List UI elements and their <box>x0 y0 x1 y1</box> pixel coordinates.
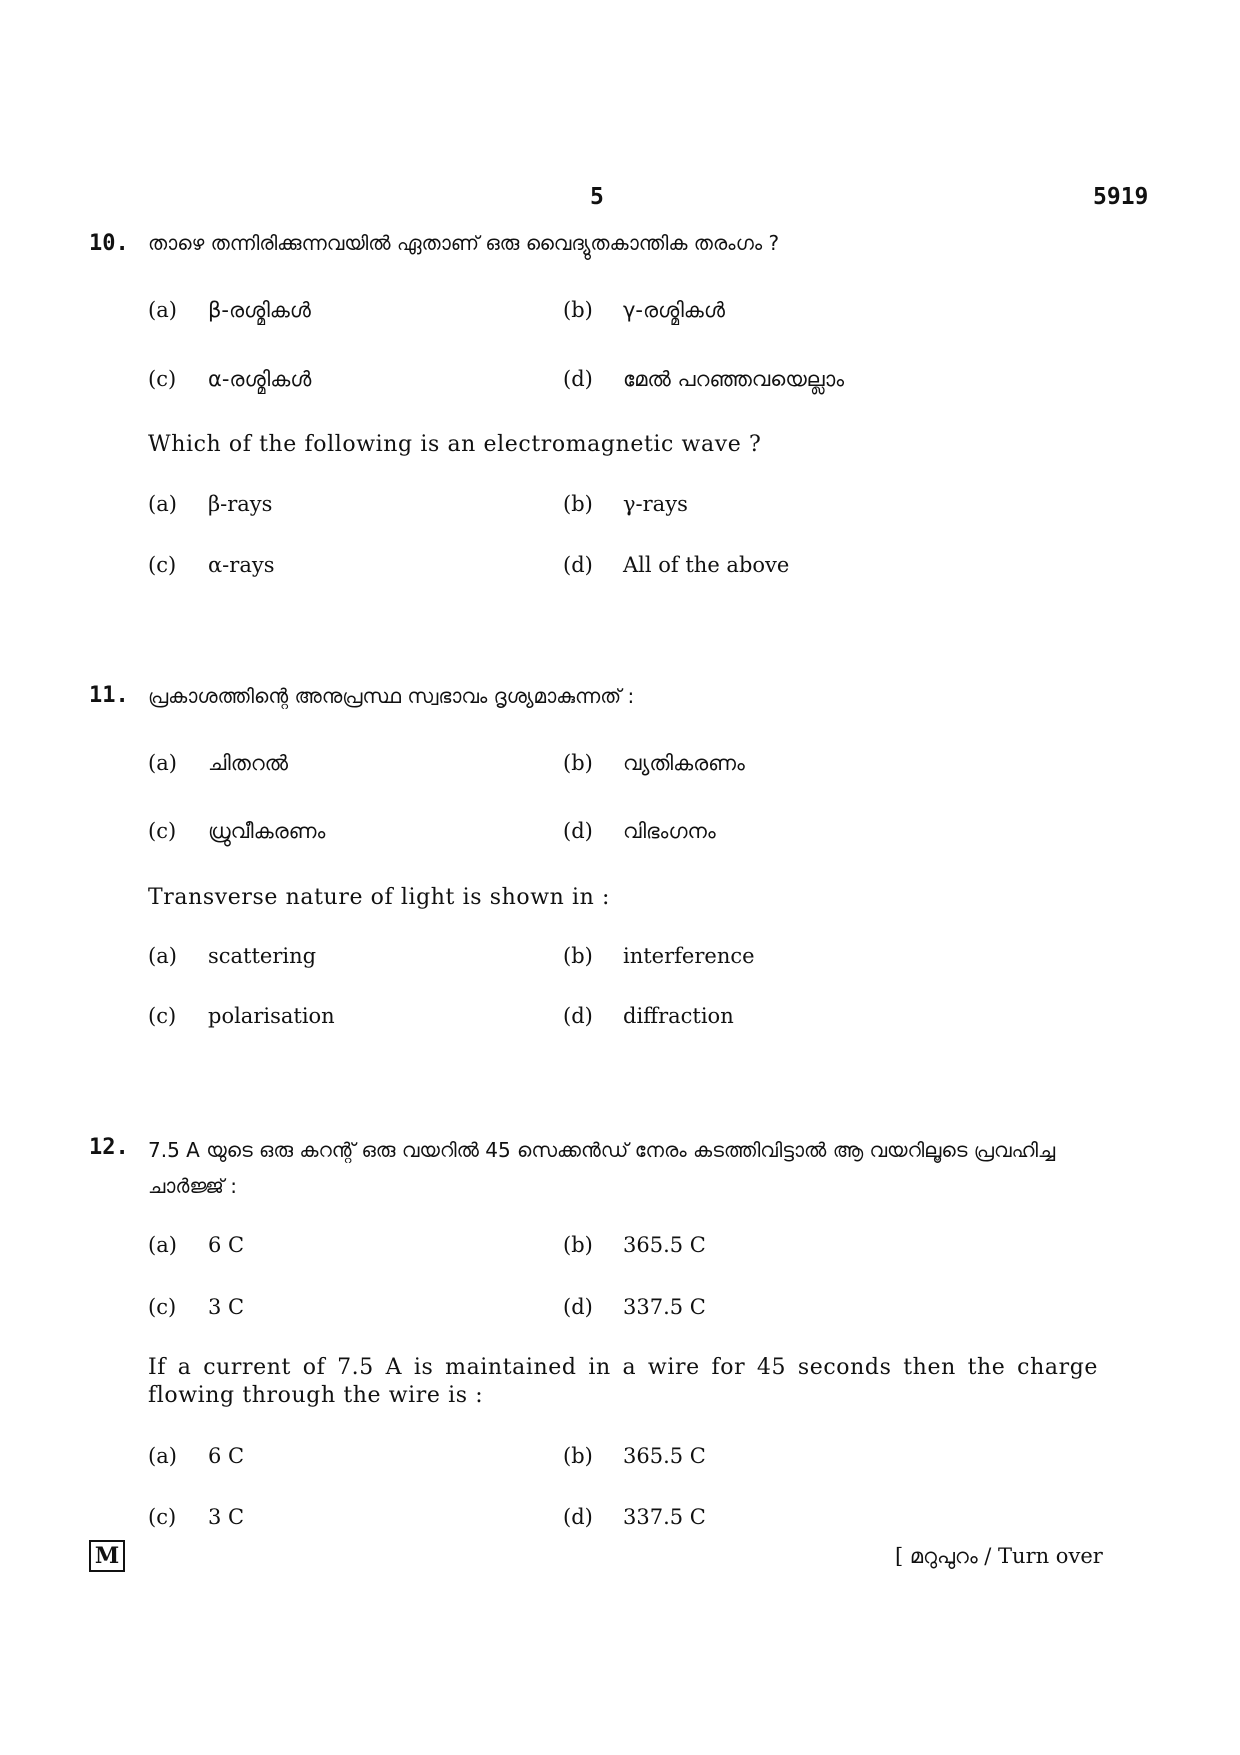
option-text: 6 C <box>208 1233 245 1257</box>
option-text: γ-rays <box>623 492 688 516</box>
option-label: (d) <box>563 1295 593 1319</box>
option-text: β-രശ്മികൾ <box>208 298 311 322</box>
option-label: (d) <box>563 367 593 391</box>
question-number: 10. <box>89 231 129 256</box>
option-text: β-rays <box>208 492 273 516</box>
option-label: (b) <box>563 298 593 322</box>
option-text: All of the above <box>623 553 790 577</box>
option-text: scattering <box>208 944 317 968</box>
option-text: വിഭംഗനം <box>623 819 716 843</box>
page-number: 5 <box>590 184 604 210</box>
option-text: 365.5 C <box>623 1444 706 1468</box>
option-text: 337.5 C <box>623 1295 706 1319</box>
option-label: (a) <box>148 1233 177 1257</box>
option-label: (a) <box>148 751 177 775</box>
option-label: (a) <box>148 298 177 322</box>
option-label: (a) <box>148 1444 177 1468</box>
medium-box-m: M <box>89 1540 125 1572</box>
question-stem-english: Which of the following is an electromagnetic wave ? <box>148 432 762 457</box>
option-text: 3 C <box>208 1295 245 1319</box>
option-label: (c) <box>148 1295 177 1319</box>
question-number: 11. <box>89 683 129 708</box>
question-stem-english: Transverse nature of light is shown in : <box>148 885 611 910</box>
option-text: 6 C <box>208 1444 245 1468</box>
option-label: (b) <box>563 1233 593 1257</box>
option-text: 365.5 C <box>623 1233 706 1257</box>
option-text: α-rays <box>208 553 275 577</box>
option-label: (b) <box>563 944 593 968</box>
option-text: വ്യതികരണം <box>623 751 745 775</box>
option-text: 3 C <box>208 1505 245 1529</box>
option-label: (d) <box>563 1505 593 1529</box>
turn-over-note: [ മറുപുറം / Turn over <box>895 1544 1103 1568</box>
paper-code: 5919 <box>1093 184 1149 210</box>
option-label: (c) <box>148 1004 177 1028</box>
option-text: γ-രശ്മികൾ <box>623 298 725 322</box>
question-number: 12. <box>89 1135 129 1160</box>
option-text: ചിതറൽ <box>208 751 289 775</box>
option-text: α-രശ്മികൾ <box>208 367 312 391</box>
option-text: diffraction <box>623 1004 734 1028</box>
option-label: (d) <box>563 1004 593 1028</box>
option-label: (c) <box>148 367 177 391</box>
option-label: (a) <box>148 944 177 968</box>
option-label: (c) <box>148 1505 177 1529</box>
question-stem-english: If a current of 7.5 A is maintained in a wire for 45 seconds then the charge flowing through the wire is : <box>148 1355 1098 1408</box>
question-stem-malayalam: 7.5 A യുടെ ഒരു കറന്റ് ഒരു വയറിൽ 45 സെക്കൻഡ് നേരം കടത്തിവിട്ടാൽ ആ വയറിലൂടെ പ്രവഹിച്ച ചാർജ്ജ് : <box>148 1138 1056 1198</box>
option-text: മേൽ പറഞ്ഞവയെല്ലാം <box>623 367 845 391</box>
option-label: (b) <box>563 1444 593 1468</box>
option-label: (b) <box>563 492 593 516</box>
option-text: ധ്രുവീകരണം <box>208 819 326 843</box>
question-stem-malayalam: പ്രകാശത്തിന്റെ അനുപ്രസ്ഥ സ്വഭാവം ദൃശ്യമാകുന്നത് : <box>148 684 635 708</box>
option-label: (d) <box>563 819 593 843</box>
option-text: 337.5 C <box>623 1505 706 1529</box>
option-text: interference <box>623 944 755 968</box>
option-label: (c) <box>148 553 177 577</box>
option-label: (a) <box>148 492 177 516</box>
option-text: polarisation <box>208 1004 335 1028</box>
option-label: (b) <box>563 751 593 775</box>
option-label: (c) <box>148 819 177 843</box>
option-label: (d) <box>563 553 593 577</box>
question-stem-malayalam: താഴെ തന്നിരിക്കുന്നവയിൽ ഏതാണ് ഒരു വൈദ്യുതകാന്തിക തരംഗം ? <box>148 231 780 255</box>
